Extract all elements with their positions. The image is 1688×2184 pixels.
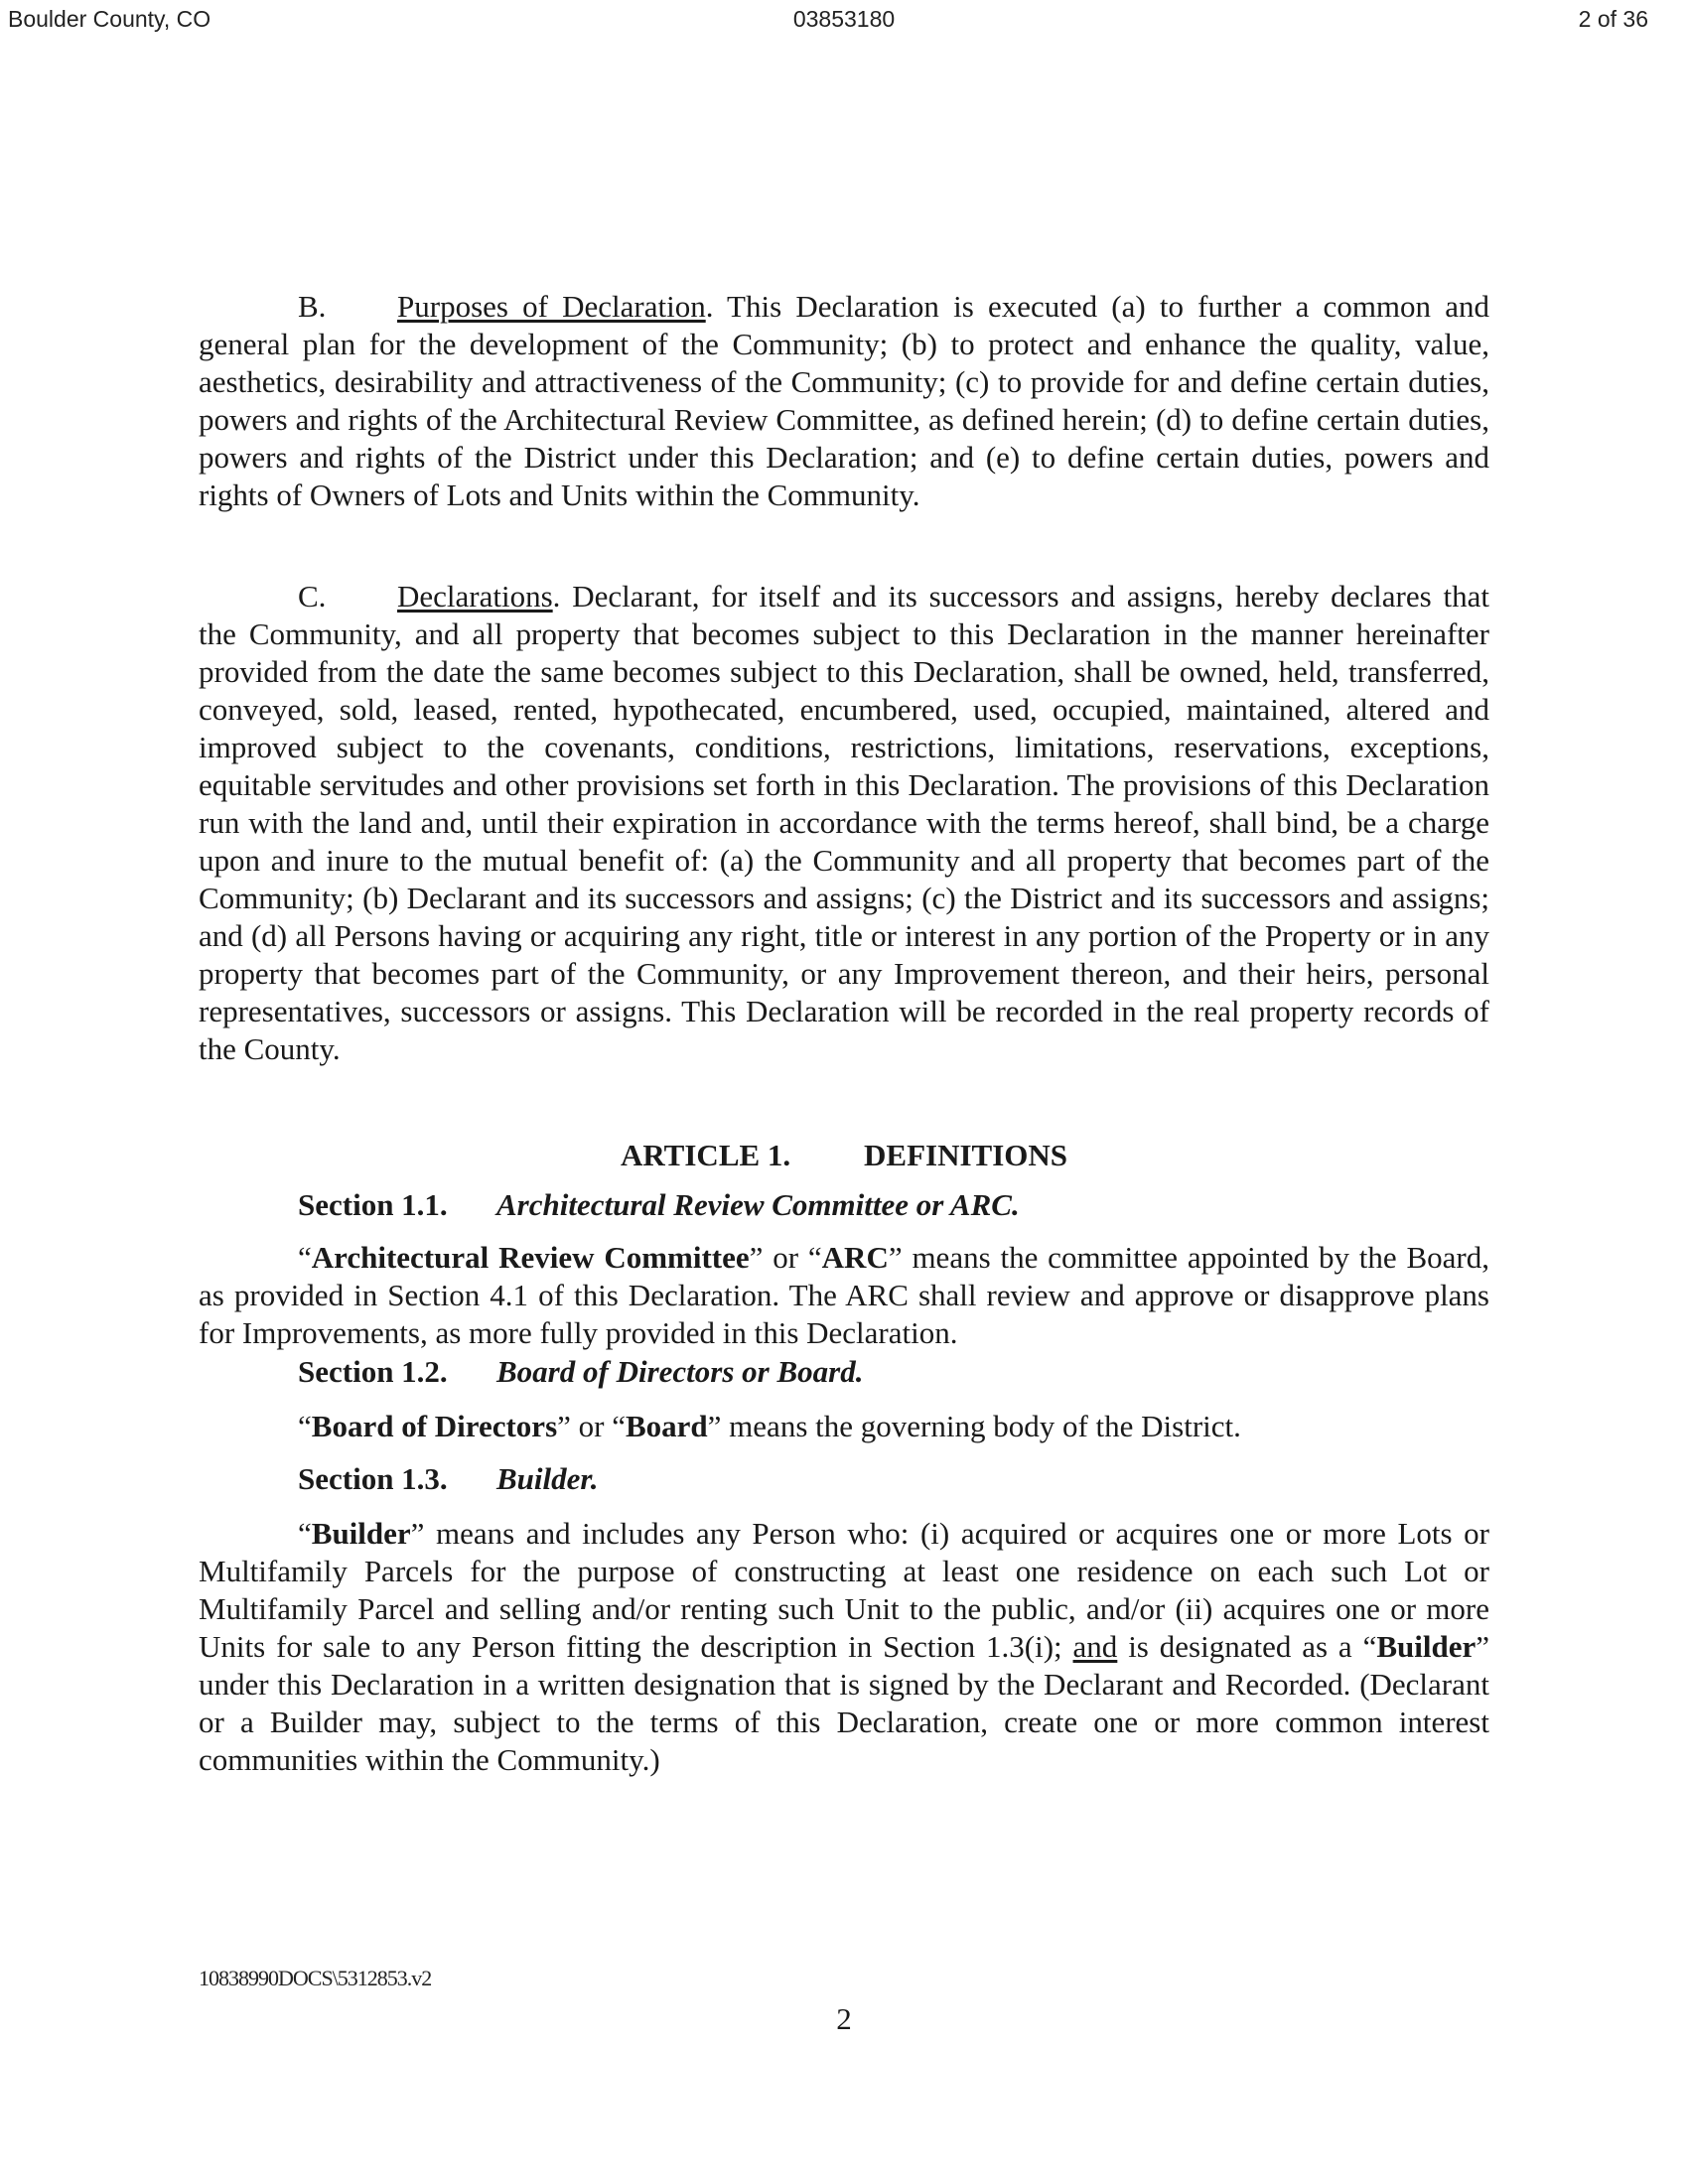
section-heading-1-1 [298,1187,1020,1223]
definition-arc [199,1239,1489,1352]
section-heading-1-2 [298,1354,863,1390]
paragraph-b-text: . This Declaration is executed (a) to further a common and general plan for the development of the Community; (b) to protect and enhance the quality, value, aesthetics, desirability and attractiveness of the Community; (c) to provide for and define certain duties, powers and rights of the Architectural Review Committee, as defined herein; (d) to define certain duties, powers and rights of the District under this Declaration; and (e) to define certain duties, powers and rights of Owners of Lots and Units within the Community. [199,289,1489,512]
section-title: Builder. [496,1461,599,1496]
article-heading [0,1138,1688,1173]
section-heading-1-3 [298,1461,599,1497]
quote-open: “ [298,1240,312,1275]
section-number: Section 1.2. [298,1354,448,1389]
defined-term: Board [625,1409,708,1443]
section-title: Architectural Review Committee or ARC. [496,1187,1020,1222]
definition-body: ” under this Declaration in a written designation that is signed by the Declarant and Recorded. (Declarant or a Builder may, subject to the terms of this Declaration, create one or more common interest communities within the Community.) [199,1629,1490,1777]
section-number: Section 1.3. [298,1461,448,1496]
defined-term: Board of Directors [311,1409,558,1443]
paragraph-c-text: . Declarant, for itself and its successors and assigns, hereby declares that the Community, and all property that becomes subject to this Declaration in the manner hereinafter provided from the date the same becomes subject to this Declaration, shall be owned, held, transferred, conveyed, sold, leased, rented, hypothecated, encumbered, used, occupied, maintained, altered and improved subject to the covenants, conditions, restrictions, limitations, reservations, exceptions, equitable servitudes and other provisions set forth in this Declaration. The provisions of this Declaration run with the land and, until their expiration in accordance with the terms hereof, shall bind, be a charge upon and inure to the mutual benefit of: (a) the Community and all property that becomes part of the Community; (b) Declarant and its successors and assigns; (c) the District and its successors and assigns; and (d) all Persons having or acquiring any right, title or interest in any portion of the Property or in any property that becomes part of the Community, or any Improvement thereon, and their heirs, personal representatives, successors or assigns. This Declaration will be recorded in the real property records of the County. [199,579,1489,1066]
term-connector: ” or “ [557,1409,626,1443]
definition-builder [199,1515,1489,1779]
paragraph-b-title: Purposes of Declaration [397,289,706,324]
header-page-count: 2 of 36 [1578,6,1648,32]
article-number: ARTICLE 1. [621,1138,791,1172]
underlined-and: and [1072,1629,1118,1664]
footer-page-number: 2 [836,2001,852,2036]
quote-open: “ [298,1409,312,1443]
section-number: Section 1.1. [298,1187,448,1222]
paragraph-c-title: Declarations [397,579,553,614]
paragraph-b [199,288,1489,514]
definition-body: ” means and includes any Person who: (i) acquired or acquires one or more Lots or Multifamily Parcels for the purpose of constructing at least one residence on each such Lot or Multifamily Parcel and selling and/or renting such Unit to the public, and/or (ii) acquires one or more Units for sale to any Person fitting the description in Section 1.3(i); [199,1516,1489,1664]
definition-body: ” means the committee appointed by the Board, as provided in Section 4.1 of this Declaration. The ARC shall review and approve or disapprove plans for Improvements, as more fully provided in this Declaration. [199,1240,1490,1350]
header-county: Boulder County, CO [8,6,211,32]
footer-document-id: 10838990DOCS\5312853.v2 [199,1966,432,1990]
header-reception-number: 03853180 [792,6,896,32]
paragraph-c [199,578,1489,1068]
defined-term: Builder [1376,1629,1477,1664]
article-title: DEFINITIONS [864,1138,1067,1172]
term-connector: ” or “ [749,1240,822,1275]
defined-term: Builder [311,1516,411,1551]
paragraph-c-letter: C. [298,579,327,614]
quote-open: “ [298,1516,312,1551]
paragraph-b-letter: B. [298,289,327,324]
definition-board [199,1408,1489,1445]
defined-term: Architectural Review Committee [311,1240,750,1275]
section-title: Board of Directors or Board. [496,1354,864,1389]
defined-term: ARC [821,1240,889,1275]
definition-body: is designated as a “ [1117,1629,1377,1664]
definition-body: ” means the governing body of the District. [707,1409,1241,1443]
